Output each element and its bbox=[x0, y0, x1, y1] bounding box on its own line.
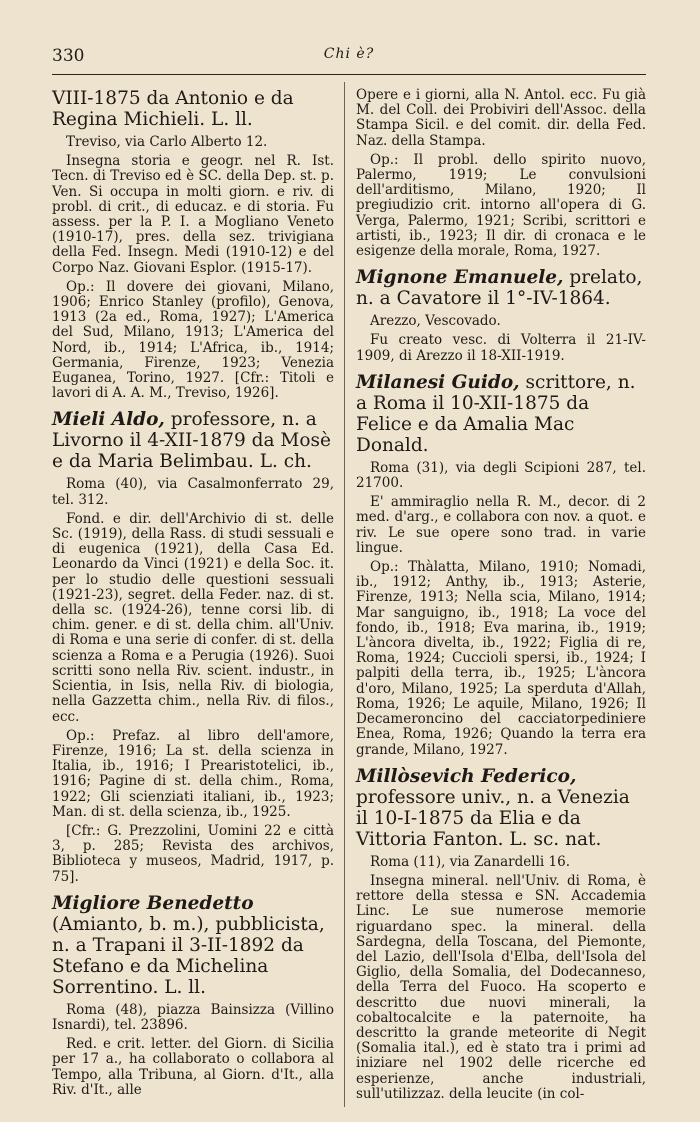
entry-address: Roma (11), via Zanardelli 16. bbox=[370, 853, 570, 870]
entry-biography: Opere e i giorni, alla N. Antol. ecc. Fu già M. del Coll. dei Probiviri dell'Assoc. della Stampa Sicil. e del comit. dir. della Fed. Naz. della Stampa. bbox=[356, 87, 646, 149]
entry-migliore-benedetto bbox=[52, 893, 334, 1098]
entry-biography: E' ammiraglio nella R. M., decor. di 2 med. d'arg., e collabora con nov. a quot. e riv. Le sue opere sono trad. in varie lingue. bbox=[356, 494, 646, 556]
entry-mignone-emanuele bbox=[356, 267, 646, 364]
entry-heading bbox=[356, 766, 646, 850]
entry-heading-text: (Amianto, b. m.), pubblicista, n. a Trapani il 3-II-1892 da Stefano e da Michelina Sorrentino. L. ll. bbox=[52, 913, 325, 998]
entry-biography: Insegna storia e geogr. nel R. Ist. Tecn. di Treviso ed è SC. della Dep. st. p. Ven. Si occupa in molti giorn. e riv. di probl. di crit., di educaz. e di storia. Fu assess. per la P. I. a Mogliano Veneto (1910-17), pres. della sez. trivigiana della Fed. Insegn. Medi (1910-12) e del Corpo Naz. Giovani Esplor. (1915-17). bbox=[52, 153, 334, 276]
page-header bbox=[52, 46, 646, 70]
left-column bbox=[52, 88, 334, 1106]
entry-address: Treviso, via Carlo Alberto 12. bbox=[66, 134, 268, 150]
entry-heading bbox=[356, 372, 646, 456]
entry-address: Roma (31), via degli Scipioni 287, tel. 21700. bbox=[356, 459, 646, 492]
entry-heading-text: prelato, n. a Cavatore il 1°-IV-1864. bbox=[356, 267, 643, 310]
entry-name: Mignone Emanuele, bbox=[356, 267, 564, 289]
entry-references: [Cfr.: G. Prezzolini, Uomini 22 e città 3, p. 285; Revista des archivos, Biblioteca y museos, Madrid, 1917, p. 75]. bbox=[52, 822, 334, 885]
header-rule bbox=[52, 74, 646, 75]
entry-heading bbox=[52, 409, 334, 472]
entry-biography: Fu creato vesc. di Volterra il 21-IV-1909, di Arezzo il 18-XII-1919. bbox=[356, 332, 646, 364]
running-title: Chi è? bbox=[323, 46, 375, 62]
entry-continued bbox=[52, 88, 334, 401]
entry-milanesi-guido bbox=[356, 372, 646, 758]
entry-biography: Insegna mineral. nell'Univ. di Roma, è rettore della stessa e SN. Accademia Linc. Le sue numerose memorie riguardano spec. la mineral. della Sardegna, della Toscana, del Piemonte, del Lazio, dell'Isola d'Elba, dell'Isola del Giglio, della Somalia, del Dodecanneso, della Terra del Fuoco. Ha scoperto e descritto due nuovi minerali, la cobaltocalcite e la paternoite, ha descritto la grande meteorite di Negit (Somalia ital.), ed è stato tra i primi ad iniziare nel 1902 delle ricerche ed esperienze, anche industriali, sull'utilizzaz. della leucite (in col- bbox=[356, 872, 646, 1102]
entry-works: Op.: Thàlatta, Milano, 1910; Nomadi, ib., 1912; Anthy, ib., 1913; Asterie, Firenze, 1913; Nella scia, Milano, 1914; Mar sanguigno, ib., 1918; La voce del fondo, ib., 1918; Eva marina, ib., 1919; L'àncora divelta, ib., 1922; Figlia di re, Roma, 1924; Cuccioli spersi, ib., 1924; I palpiti della terra, ib., 1925; L'àncora d'oro, Milano, 1925; La sperduta d'Allah, Roma, 1926; Le aquile, Milano, 1926; Il Decameroncino del cacciatorpediniere Enea, Roma, 1926; Quando la terra era grande, Milano, 1927. bbox=[356, 559, 646, 758]
entry-continued bbox=[356, 88, 646, 259]
entry-heading bbox=[52, 893, 334, 998]
entry-heading: VIII-1875 da Antonio e da Regina Michieli. L. ll. bbox=[52, 88, 294, 130]
entry-heading-text: professore univ., n. a Venezia il 10-I-1875 da Elia e da Vittoria Fanton. L. sc. nat. bbox=[356, 786, 630, 850]
entry-heading bbox=[356, 267, 646, 309]
entry-works: Op.: Prefaz. al libro dell'amore, Firenze, 1916; La st. della scienza in Italia, ib., 1916; I Prearistotelici, ib., 1916; Pagine di st. della chim., Roma, 1922; Gli scienziati italiani, ib., 1923; Man. di st. della scienza, ib., 1925. bbox=[52, 727, 334, 820]
entry-biography: Red. e crit. letter. del Giorn. di Sicilia per 17 a., ha collaborato o collabora al Tempo, alla Tribuna, al Giorn. d'It., alla Riv. d'It., alle bbox=[52, 1036, 334, 1098]
entry-biography: Fond. e dir. dell'Archivio di st. delle Sc. (1919), della Rass. di studi sessuali e di eugenica (1921), della Casa Ed. Leonardo da Vinci (1921) e della Soc. it. per lo studio delle questioni sessuali (1921-23), segret. della Feder. naz. di st. della sc. (1924-26), tenne corsi lib. di chim. gener. e di st. della chim. all'Univ. di Roma e una serie di confer. di st. della scienza a Roma e a Perugia (1926). Suoi scritti sono nella Riv. scient. industr., in Scientia, in Isis, nella Riv. di biologia, nella Gazzetta chim., nella Riv. di filos., ecc. bbox=[52, 510, 334, 725]
entry-name: Millòsevich Federico, bbox=[356, 765, 577, 787]
entry-name: Milanesi Guido, bbox=[356, 371, 520, 393]
entry-works: Op.: Il probl. dello spirito nuovo, Palermo, 1919; Le convulsioni dell'arditismo, Milano, 1920; Il pregiudizio crit. intorno all'opera di G. Verga, Palermo, 1921; Scribi, scrittori e artisti, ib., 1923; Il dir. di cronaca e le esigenze della morale, Roma, 1927. bbox=[356, 151, 646, 260]
entry-heading-text: professore, n. a Livorno il 4-XII-1879 da Mosè e da Maria Belimbau. L. ch. bbox=[52, 409, 331, 473]
entry-heading-text: scrittore, n. a Roma il 10-XII-1875 da Felice e da Amalia Mac Donald. bbox=[356, 371, 636, 456]
page-number: 330 bbox=[52, 46, 85, 66]
right-column bbox=[356, 88, 646, 1110]
column-divider bbox=[344, 82, 345, 1107]
entry-works: Op.: Il dovere dei giovani, Milano, 1906; Enrico Stanley (profilo), Genova, 1913 (2a ed., Roma, 1927); L'America del Sud, Milano, 1913; L'America del Nord, ib., 1914; L'Africa, ib., 1914; Germania, Firenze, 1923; Venezia Euganea, Torino, 1927. [Cfr.: Titoli e lavori di A. A. M., Treviso, 1926]. bbox=[52, 278, 334, 402]
entry-millosevich-federico bbox=[356, 766, 646, 1102]
entry-name: Mieli Aldo, bbox=[52, 409, 165, 431]
entry-address: Roma (40), via Casalmonferrato 29, tel. 312. bbox=[52, 476, 334, 508]
entry-mieli-aldo bbox=[52, 409, 334, 884]
entry-address: Arezzo, Vescovado. bbox=[370, 313, 501, 330]
entry-name: Migliore Benedetto bbox=[52, 892, 254, 914]
entry-address: Roma (48), piazza Bainsizza (Villino Isnardi), tel. 23896. bbox=[52, 1001, 334, 1033]
